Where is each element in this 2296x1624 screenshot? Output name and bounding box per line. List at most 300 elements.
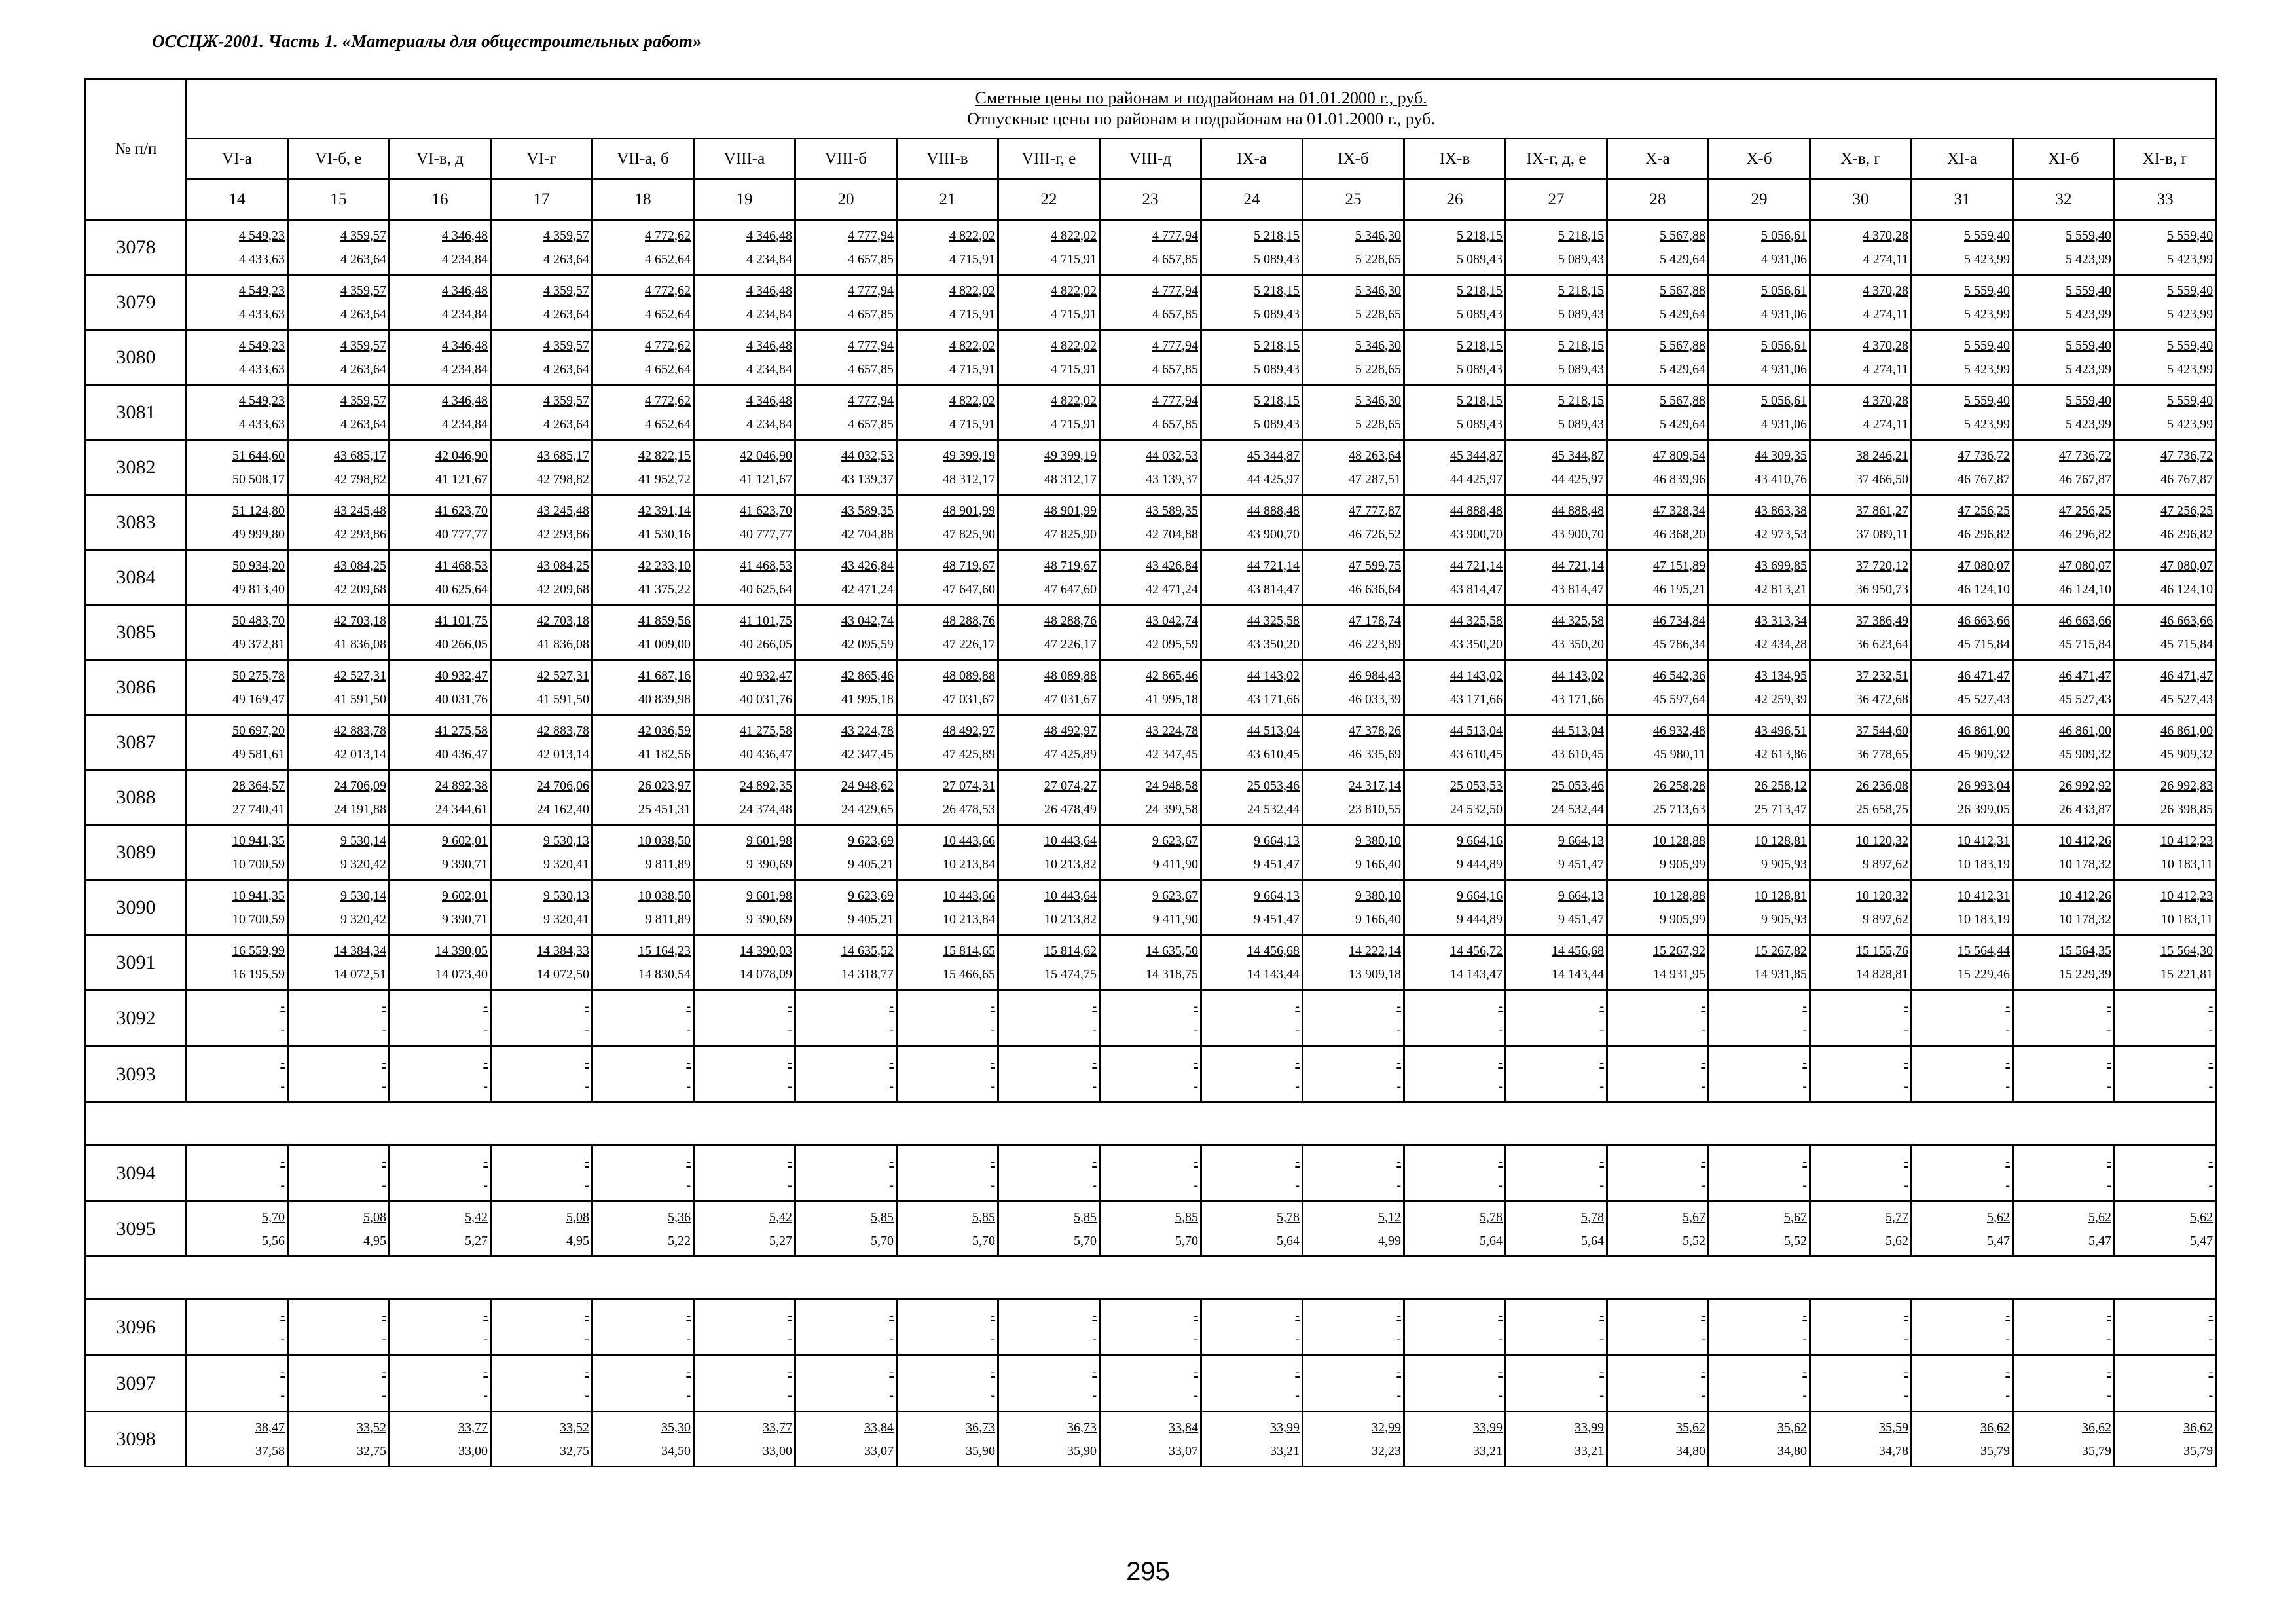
estimate-price: 33,99 (1473, 1420, 1503, 1435)
estimate-price: 5 559,40 (2066, 228, 2111, 243)
estimate-price: - (280, 1154, 285, 1169)
estimate-price: 5 559,40 (2167, 283, 2214, 298)
price-cell (1810, 275, 1912, 330)
release-price: 9 451,47 (1558, 857, 1604, 872)
estimate-price: 42 865,46 (841, 668, 894, 683)
release-price: 10 700,59 (232, 912, 285, 927)
price-cell (2115, 495, 2216, 550)
release-price: 41 591,50 (334, 692, 386, 707)
price-cell (1100, 275, 1201, 330)
price-cell (288, 1046, 390, 1103)
release-price: - (2107, 1079, 2111, 1094)
release-price: 47 031,67 (1044, 692, 1097, 707)
price-cell (1912, 330, 2013, 385)
price-cell (592, 220, 694, 275)
estimate-price: 24 892,35 (740, 778, 792, 793)
estimate-price: 15 164,23 (638, 943, 691, 958)
release-price: - (889, 1022, 894, 1037)
price-cell (1607, 1412, 1709, 1467)
price-cell (1404, 990, 1506, 1046)
release-price: 4 715,91 (949, 306, 995, 322)
release-price: 5,64 (1480, 1233, 1503, 1248)
estimate-price: 51 644,60 (232, 448, 285, 463)
price-cell (1810, 220, 1912, 275)
release-price: 4 263,64 (340, 416, 386, 432)
estimate-price: 5,77 (1886, 1209, 1908, 1225)
price-cell (1506, 715, 1607, 770)
release-price: 26 478,53 (943, 802, 995, 817)
price-cell (1607, 275, 1709, 330)
estimate-price: - (686, 1154, 691, 1169)
estimate-price: 44 888,48 (1247, 503, 1300, 518)
release-price: 45 597,64 (1653, 692, 1705, 707)
estimate-price: 4 777,94 (848, 393, 894, 408)
estimate-price: 4 772,62 (645, 338, 691, 353)
price-cell (1506, 660, 1607, 715)
release-price: 24 374,48 (740, 802, 792, 817)
estimate-price: 36,62 (1980, 1420, 2010, 1435)
estimate-price: 4 359,57 (340, 338, 386, 353)
price-cell (187, 1202, 288, 1257)
estimate-price: 46 663,66 (2059, 613, 2111, 628)
estimate-price: 5,78 (1581, 1209, 1604, 1225)
price-cell (1912, 1299, 2013, 1356)
estimate-price: - (1701, 1308, 1705, 1323)
price-cell (1303, 1412, 1404, 1467)
estimate-price: 5,42 (465, 1209, 488, 1225)
estimate-price: 4 777,94 (848, 228, 894, 243)
release-price: 5 423,99 (2167, 306, 2214, 322)
price-cell (187, 330, 288, 385)
release-price: 5 423,99 (2066, 306, 2111, 322)
release-price: - (1701, 1079, 1705, 1094)
price-cell (795, 495, 897, 550)
price-cell (1912, 1046, 2013, 1103)
release-price: 24 162,40 (537, 802, 589, 817)
estimate-price: 10 038,50 (638, 833, 691, 848)
price-cell (998, 1299, 1100, 1356)
estimate-price: 43 863,38 (1755, 503, 1807, 518)
price-cell (187, 770, 288, 825)
price-cell (1810, 385, 1912, 440)
estimate-price: - (1802, 999, 1807, 1014)
release-price: - (1295, 1331, 1300, 1346)
estimate-price: 41 101,75 (740, 613, 792, 628)
estimate-price: 14 456,72 (1450, 943, 1503, 958)
estimate-price: 10 120,32 (1856, 833, 1908, 848)
estimate-price: - (1498, 1308, 1503, 1323)
estimate-price: 4 359,57 (543, 283, 589, 298)
estimate-price: 14 222,14 (1349, 943, 1401, 958)
release-price: - (382, 1022, 386, 1037)
price-cell (998, 220, 1100, 275)
estimate-price: 4 346,48 (746, 283, 792, 298)
release-price: - (686, 1177, 691, 1192)
price-cell (1506, 770, 1607, 825)
release-price: 42 813,21 (1755, 581, 1807, 597)
price-cell (694, 275, 795, 330)
estimate-price: 42 883,78 (334, 723, 386, 738)
price-cell (2115, 880, 2216, 935)
price-cell (1912, 220, 2013, 275)
estimate-price: 42 391,14 (638, 503, 691, 518)
release-price: - (1904, 1177, 1908, 1192)
estimate-price: - (1498, 1364, 1503, 1379)
price-cell (1709, 990, 1810, 1046)
estimate-price: 14 384,34 (334, 943, 386, 958)
price-cell (998, 715, 1100, 770)
release-price: - (1599, 1022, 1604, 1037)
row-number: 3083 (86, 495, 187, 550)
price-cell (1506, 495, 1607, 550)
release-price: 5 423,99 (2066, 251, 2111, 267)
estimate-price: 9 623,69 (848, 888, 894, 903)
row-number: 3081 (86, 385, 187, 440)
price-cell (897, 385, 998, 440)
estimate-price: 10 941,35 (232, 833, 285, 848)
estimate-price: 15 267,92 (1653, 943, 1705, 958)
estimate-price: 37 386,49 (1856, 613, 1908, 628)
release-price: 4 715,91 (1051, 306, 1097, 322)
release-price: 4 274,11 (1863, 361, 1908, 377)
price-cell (491, 935, 592, 990)
price-cell (2013, 935, 2115, 990)
table-row (86, 605, 2216, 660)
release-price: - (2208, 1079, 2214, 1094)
price-cell (390, 990, 491, 1046)
estimate-price: - (2005, 1154, 2010, 1169)
release-price: 46 124,10 (1958, 581, 2010, 597)
column-number: 27 (1506, 179, 1607, 220)
price-cell (187, 605, 288, 660)
price-cell (187, 825, 288, 880)
release-price: 46 223,89 (1349, 637, 1401, 652)
estimate-price: 26 992,83 (2160, 778, 2214, 793)
price-cell (897, 330, 998, 385)
estimate-price: 9 664,16 (1457, 833, 1503, 848)
release-price: 32,75 (357, 1443, 386, 1458)
release-price: - (686, 1022, 691, 1037)
estimate-price: 33,77 (763, 1420, 792, 1435)
estimate-price: 10 128,81 (1755, 833, 1807, 848)
estimate-price: - (1092, 1154, 1097, 1169)
estimate-price: 43 685,17 (537, 448, 589, 463)
price-cell (1506, 330, 1607, 385)
estimate-price: 41 623,70 (435, 503, 488, 518)
estimate-price: 42 865,46 (1146, 668, 1198, 683)
price-cell (1100, 550, 1201, 605)
price-cell (592, 990, 694, 1046)
price-cell (1607, 1046, 1709, 1103)
price-cell (390, 770, 491, 825)
estimate-price: 46 663,66 (1958, 613, 2010, 628)
estimate-price: 37 232,51 (1856, 668, 1908, 683)
release-price: - (483, 1388, 488, 1403)
price-cell (1607, 550, 1709, 605)
price-cell (491, 605, 592, 660)
release-price: 24 429,65 (841, 802, 894, 817)
estimate-price: 15 814,62 (1044, 943, 1097, 958)
estimate-price: - (788, 999, 792, 1014)
price-cell (288, 385, 390, 440)
price-cell (1100, 1356, 1201, 1412)
price-cell (288, 550, 390, 605)
release-price: 41 952,72 (638, 471, 691, 487)
estimate-price: 24 706,06 (537, 778, 589, 793)
release-price: 4 657,85 (1152, 306, 1198, 322)
release-price: - (2005, 1388, 2010, 1403)
estimate-price: 33,52 (560, 1420, 589, 1435)
price-cell (1810, 1202, 1912, 1257)
price-cell (1607, 605, 1709, 660)
release-price: - (1599, 1331, 1604, 1346)
release-price: 9 905,99 (1660, 857, 1705, 872)
release-price: 42 259,39 (1755, 692, 1807, 707)
release-price: - (382, 1388, 386, 1403)
release-price: 4 263,64 (543, 251, 589, 267)
price-cell (1709, 660, 1810, 715)
estimate-price: 46 932,48 (1653, 723, 1705, 738)
release-price: 5,62 (1886, 1233, 1908, 1248)
separator-row (86, 1257, 2216, 1299)
estimate-price: 9 601,98 (746, 833, 792, 848)
release-price: 14 143,44 (1247, 967, 1300, 982)
estimate-price: 42 883,78 (537, 723, 589, 738)
estimate-price: 26 258,12 (1755, 778, 1807, 793)
estimate-price: 47 378,26 (1349, 723, 1401, 738)
release-price: 43 139,37 (1146, 471, 1198, 487)
estimate-price: 47 328,34 (1653, 503, 1705, 518)
estimate-price: 47 256,25 (2059, 503, 2111, 518)
price-cell (1201, 880, 1303, 935)
price-cell (1201, 825, 1303, 880)
price-cell (998, 605, 1100, 660)
release-price: 24 344,61 (435, 802, 488, 817)
release-price: - (1904, 1022, 1908, 1037)
price-cell (390, 1412, 491, 1467)
table-title-line1: Сметные цены по районам и подрайонам на 01.01.2000 г., руб. (975, 88, 1427, 107)
price-cell (1607, 825, 1709, 880)
price-cell (288, 495, 390, 550)
release-price: 43 900,70 (1247, 526, 1300, 542)
release-price: 24 532,50 (1450, 802, 1503, 817)
release-price: 4 263,64 (543, 361, 589, 377)
price-cell (1912, 715, 2013, 770)
release-price: 35,90 (966, 1443, 995, 1458)
estimate-price: 47 736,72 (2059, 448, 2111, 463)
estimate-price: 49 399,19 (1044, 448, 1097, 463)
price-cell (2115, 990, 2216, 1046)
estimate-price: 5 559,40 (2167, 393, 2214, 408)
release-price: 5 089,43 (1457, 416, 1503, 432)
estimate-price: 5 346,30 (1355, 338, 1401, 353)
estimate-price: - (382, 1364, 386, 1379)
release-price: - (788, 1022, 792, 1037)
price-cell (288, 440, 390, 495)
release-price: 15 466,65 (943, 967, 995, 982)
release-price: 5,27 (769, 1233, 792, 1248)
estimate-price: - (1295, 1154, 1300, 1169)
price-cell (491, 330, 592, 385)
estimate-price: 47 151,89 (1653, 558, 1705, 573)
price-cell (1506, 1202, 1607, 1257)
estimate-price: 5 559,40 (2066, 393, 2111, 408)
price-cell (1709, 880, 1810, 935)
price-cell (1201, 660, 1303, 715)
release-price: 5,52 (1784, 1233, 1807, 1248)
release-price: 9 451,47 (1254, 912, 1300, 927)
estimate-price: - (585, 1308, 589, 1323)
price-cell (694, 880, 795, 935)
release-price: 33,21 (1575, 1443, 1604, 1458)
price-cell (187, 440, 288, 495)
price-cell (1912, 1145, 2013, 1202)
release-price: 47 647,60 (943, 581, 995, 597)
price-cell (1912, 935, 2013, 990)
release-price: 40 777,77 (740, 526, 792, 542)
price-cell (390, 220, 491, 275)
release-price: - (991, 1079, 995, 1094)
price-cell (998, 1412, 1100, 1467)
release-price: 5,70 (871, 1233, 894, 1248)
row-number: 3096 (86, 1299, 187, 1356)
release-price: 43 814,47 (1552, 581, 1604, 597)
price-cell (491, 1299, 592, 1356)
estimate-price: 38,47 (255, 1420, 285, 1435)
price-cell (390, 275, 491, 330)
release-price: - (1498, 1079, 1503, 1094)
estimate-price: - (686, 1308, 691, 1323)
price-cell (1912, 880, 2013, 935)
estimate-price: 47 736,72 (2160, 448, 2214, 463)
estimate-price: - (991, 1308, 995, 1323)
release-price: 33,00 (458, 1443, 488, 1458)
column-header: X-б (1709, 139, 1810, 179)
price-cell (2013, 495, 2115, 550)
release-price: - (1599, 1388, 1604, 1403)
table-row (86, 990, 2216, 1046)
price-cell (288, 1299, 390, 1356)
release-price: 5 089,43 (1558, 416, 1604, 432)
price-cell (1100, 770, 1201, 825)
estimate-price: 5 056,61 (1761, 338, 1807, 353)
price-cell (491, 1202, 592, 1257)
estimate-price: 5 567,88 (1660, 228, 1705, 243)
estimate-price: - (2208, 999, 2214, 1014)
estimate-price: 26 992,92 (2059, 778, 2111, 793)
estimate-price: 46 663,66 (2160, 613, 2214, 628)
release-price: 4 657,85 (1152, 361, 1198, 377)
price-cell (187, 275, 288, 330)
estimate-price: 44 143,02 (1450, 668, 1503, 683)
release-price: - (2208, 1331, 2214, 1346)
release-price: 5 089,43 (1457, 251, 1503, 267)
estimate-price: 47 777,87 (1349, 503, 1401, 518)
price-cell (288, 1202, 390, 1257)
release-price: - (1498, 1388, 1503, 1403)
release-price: - (889, 1331, 894, 1346)
estimate-price: - (585, 1055, 589, 1070)
release-price: 46 124,10 (2059, 581, 2111, 597)
price-cell (390, 1202, 491, 1257)
price-cell (2115, 1356, 2216, 1412)
price-cell (1810, 1046, 1912, 1103)
price-cell (2013, 715, 2115, 770)
estimate-price: - (1701, 1154, 1705, 1169)
price-cell (1404, 1299, 1506, 1356)
header-row-column-numbers (86, 179, 2216, 220)
estimate-price: 14 390,03 (740, 943, 792, 958)
estimate-price: 44 888,48 (1450, 503, 1503, 518)
price-cell (1404, 1356, 1506, 1412)
release-price: - (1599, 1177, 1604, 1192)
release-price: - (686, 1388, 691, 1403)
estimate-price: 5,85 (972, 1209, 995, 1225)
release-price: 43 350,20 (1552, 637, 1604, 652)
estimate-price: - (2208, 1364, 2214, 1379)
price-cell (1506, 440, 1607, 495)
table-title (187, 79, 2216, 139)
estimate-price: - (1092, 1364, 1097, 1379)
estimate-price: 5,08 (566, 1209, 589, 1225)
price-cell (1404, 770, 1506, 825)
price-cell (1303, 385, 1404, 440)
release-price: 49 999,80 (232, 526, 285, 542)
table-title-line2: Отпускные цены по районам и подрайонам на 01.01.2000 г., руб. (967, 109, 1435, 128)
estimate-price: 25 053,46 (1247, 778, 1300, 793)
estimate-price: 36,73 (1067, 1420, 1097, 1435)
price-cell (897, 220, 998, 275)
price-cell (1709, 1202, 1810, 1257)
release-price: 4 652,64 (645, 251, 691, 267)
release-price: 9 166,40 (1355, 857, 1401, 872)
price-cell (998, 275, 1100, 330)
estimate-price: 44 309,35 (1755, 448, 1807, 463)
release-price: 36 472,68 (1856, 692, 1908, 707)
estimate-price: 43 589,35 (1146, 503, 1198, 518)
estimate-price: - (280, 999, 285, 1014)
price-cell (491, 660, 592, 715)
price-cell (1709, 220, 1810, 275)
table-row (86, 550, 2216, 605)
price-cell (1303, 1356, 1404, 1412)
release-price: 9 811,89 (645, 857, 691, 872)
estimate-price: - (1599, 1154, 1604, 1169)
release-price: 42 434,28 (1755, 637, 1807, 652)
release-price: 5,47 (2190, 1233, 2214, 1248)
estimate-price: 5 567,88 (1660, 283, 1705, 298)
estimate-price: - (1498, 1154, 1503, 1169)
release-price: 4 652,64 (645, 361, 691, 377)
release-price: - (585, 1177, 589, 1192)
estimate-price: - (1701, 999, 1705, 1014)
estimate-price: 47 080,07 (2059, 558, 2111, 573)
release-price: 45 909,32 (1958, 747, 2010, 762)
release-price: - (1396, 1177, 1401, 1192)
price-cell (1709, 1356, 1810, 1412)
estimate-price: 44 032,53 (1146, 448, 1198, 463)
release-price: 45 715,84 (2160, 637, 2214, 652)
price-cell (1709, 715, 1810, 770)
release-price: - (1498, 1022, 1503, 1037)
estimate-price: 4 549,23 (239, 283, 285, 298)
price-cell (694, 1299, 795, 1356)
release-price: 42 973,53 (1755, 526, 1807, 542)
estimate-price: 4 359,57 (340, 393, 386, 408)
price-cell (2013, 990, 2115, 1046)
price-cell (998, 1145, 1100, 1202)
estimate-price: 5,12 (1378, 1209, 1401, 1225)
